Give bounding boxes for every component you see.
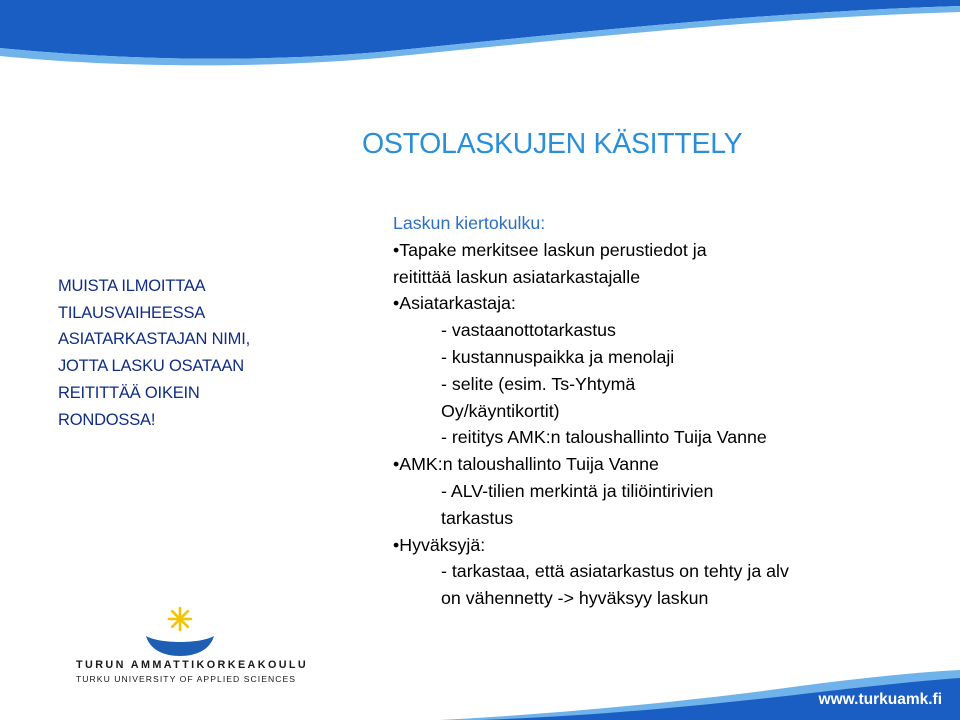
top-decorative-swoosh — [0, 0, 960, 70]
sub-item-line: - kustannuspaikka ja menolaji — [441, 346, 675, 367]
side-note-reminder — [58, 273, 298, 433]
sub-item-line: - vastaanottotarkastus — [441, 320, 616, 341]
bullet-line: •Tapake merkitsee laskun perustiedot ja — [393, 239, 707, 260]
side-note-line: JOTTA LASKU OSATAAN — [58, 357, 244, 376]
sun-wave-logo-icon — [140, 600, 220, 656]
side-note-line: TILAUSVAIHEESSA — [58, 303, 206, 322]
sub-item-line: - reititys AMK:n taloushallinto Tuija Vanne — [441, 427, 767, 448]
sub-item-line: Oy/käyntikortit) — [441, 400, 560, 421]
page-title: OSTOLASKUJEN KÄSITTELY — [362, 128, 743, 160]
invoice-cycle-content — [393, 210, 953, 612]
bullet-line: •Hyväksyjä: — [393, 534, 486, 555]
bullet-line: •AMK:n taloushallinto Tuija Vanne — [393, 454, 659, 475]
website-link[interactable]: www.turkuamk.fi — [818, 691, 942, 708]
side-note-line: REITITTÄÄ OIKEIN — [58, 383, 200, 402]
sub-item-line: - tarkastaa, että asiatarkastus on tehty ja alv — [441, 561, 789, 582]
logo-name-finnish: TURUN AMMATTIKORKEAKOULU — [76, 659, 309, 671]
sub-item-line: - ALV-tilien merkintä ja tiliöintirivien — [441, 480, 714, 501]
sub-item-line: on vähennetty -> hyväksyy laskun — [441, 588, 709, 609]
logo-name-english: TURKU UNIVERSITY OF APPLIED SCIENCES — [76, 674, 297, 684]
sub-item-line: - selite (esim. Ts-Yhtymä — [441, 373, 636, 394]
side-note-line: ASIATARKASTAJAN NIMI, — [58, 330, 250, 349]
sub-item-line: tarkastus — [441, 507, 514, 528]
content-heading: Laskun kiertokulku: — [393, 213, 546, 233]
side-note-line: RONDOSSA! — [58, 410, 156, 429]
bullet-line: •Asiatarkastaja: — [393, 293, 516, 314]
bottom-decorative-band — [0, 660, 960, 720]
side-note-line: MUISTA ILMOITTAA — [58, 277, 206, 295]
bullet-line: reitittää laskun asiatarkastajalle — [393, 266, 641, 287]
